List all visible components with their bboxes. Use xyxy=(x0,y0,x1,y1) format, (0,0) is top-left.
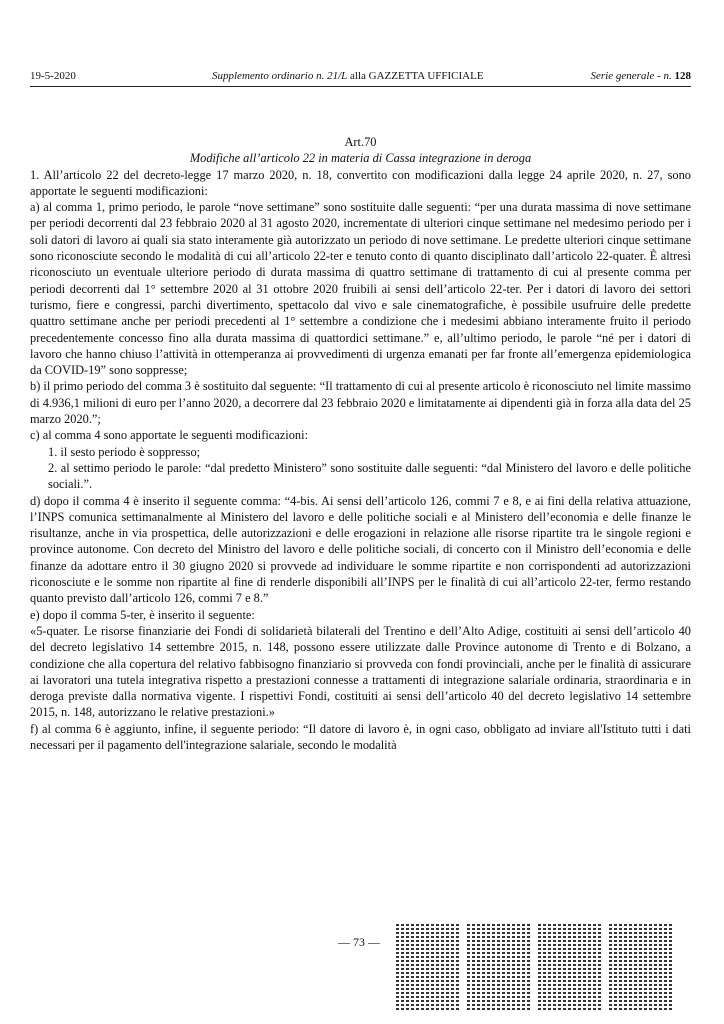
paragraph-c-item-1: 1. il sesto periodo è soppresso; xyxy=(48,444,201,459)
header-gazzetta: alla GAZZETTA UFFICIALE xyxy=(347,70,484,82)
paragraph-1: 1. All’articolo 22 del decreto-legge 17 marzo 2020, n. 18, convertito con modificazioni dalla legge 24 aprile 2020, n. 27, sono apportate le seguenti modificazioni: xyxy=(30,167,691,198)
paragraph-e: e) dopo il comma 5-ter, è inserito il seguente: xyxy=(30,607,255,622)
paragraph-b: b) il primo periodo del comma 3 è sostituito dal seguente: “Il trattamento di cui al presente articolo è riconosciuto nel limite massimo di 4.936,1 milioni di euro per l’anno 2020, a decorrere dal 23 febbraio 2020 e limitatamente ai dipendenti già in forza alla data del 25 marzo 2020.”; xyxy=(30,379,691,427)
page-number: — 73 — xyxy=(338,935,380,949)
paragraph-e-text: «5-quater. Le risorse finanziarie dei Fondi di solidarietà bilaterali del Trentino e dell’Alto Adige, costituiti ai sensi dell’articolo 40 del decreto legislativo 14 settembre 2015, n. 148, possono essere utilizzate dalle Province autonome di Trento e di Bolzano, a condizione che alla copertura del relativo fabbisogno finanziario si provveda con fondi provinciali, anche per le finalità di assicurare ai lavoratori una tutela integrativa rispetto a prestazioni connesse a trattamenti di integrazione salariale ordinaria, straordinaria e in deroga previste dalla normativa vigente. I rispettivi Fondi, costituiti ai sensi dell’articolo 40 del decreto legislativo 14 settembre 2015, n. 148, autorizzano le relative prestazioni.» xyxy=(30,623,691,720)
paragraph-c: c) al comma 4 sono apportate le seguenti modificazioni: xyxy=(30,428,309,443)
header-series-label: Serie generale - n. xyxy=(590,70,675,82)
header-rule xyxy=(30,86,691,87)
header-date: 19-5-2020 xyxy=(30,70,76,82)
header-series xyxy=(591,68,692,84)
barcode-image xyxy=(536,922,601,1012)
header-supplement: Supplemento ordinario n. 21/L xyxy=(212,70,348,82)
paragraph-c-item-2: 2. al settimo periodo le parole: “dal predetto Ministero” sono sostituite dalle seguenti: “dal Ministero del lavoro e delle politiche sociali.”. xyxy=(48,460,691,492)
barcode-image xyxy=(465,922,530,1012)
article-body xyxy=(30,134,691,753)
paragraph-f: f) al comma 6 è aggiunto, infine, il seguente periodo: “Il datore di lavoro è, in ogni caso, obbligato ad inviare all'Istituto tutti i dati necessari per il pagamento dell'integrazione salariale, secondo le modalità xyxy=(30,721,691,752)
barcode-image xyxy=(607,922,672,1012)
paragraph-d: d) dopo il comma 4 è inserito il seguente comma: “4-bis. Ai sensi dell’articolo 126, commi 7 e 8, e ai fini della relativa attuazione, l’INPS comunica settimanalmente al Ministero del lavoro e delle politiche sociali e al Ministero dell’economia e delle finanze le risultanze, anche in via prospettica, delle autorizzazioni e delle erogazioni in relazione alle risorse ripartite tra le singole regioni e province autonome. Con decreto del Ministro del lavoro e delle politiche sociali, di concerto con il Ministro dell’economia e delle finanze da adottare entro il 30 giugno 2020 si provvede ad individuare le somme ripartite e non corrispondenti ad autorizzazioni riconosciute e le somme non ripartite al fine di renderle disponibili all’INPS per le finalità di cui all’articolo 22-ter, fermo restando quanto previsto dall’articolo 126, commi 7 e 8.” xyxy=(30,493,691,606)
article-number: Art.70 xyxy=(344,135,377,149)
header-publication xyxy=(212,68,484,84)
barcode-image xyxy=(394,922,459,1012)
paragraph-a: a) al comma 1, primo periodo, le parole “nove settimane” sono sostituite dalle seguenti: “per una durata massima di nove settimane per periodi decorrenti dal 23 febbraio 2020 al 31 agosto 2020, incrementate di ulteriori cinque settimane nel medesimo periodo per i soli datori di lavoro ai quali sia stato interamente già autorizzato un periodo di nove settimane. Le predette ulteriori cinque settimane sono riconosciute secondo le modalità di cui all’articolo 22-ter e tenuto conto di quanto disciplinato dall’articolo 22-quater. È altresì riconosciuto un eventuale ulteriore periodo di durata massima di quattro settimane di trattamento di cui al presente comma per periodi decorrenti dal 1° settembre 2020 al 31 ottobre 2020 fruibili ai sensi dell’articolo 22-ter. Per i datori di lavoro dei settori turismo, fiere e congressi, parchi divertimento, spettacolo dal vivo e sale cinematografiche, è possibile usufruire delle predette quattro settimane anche per periodi precedenti al 1° settembre a condizione che i medesimi abbiano interamente fruito il periodo precedentemente concesso fino alla durata massima di quattordici settimane.” e, all’ultimo periodo, le parole “né per i datori di lavoro che hanno chiuso l’attività in ottemperanza ai provvedimenti di urgenza emanati per far fronte all’emergenza epidemiologica da COVID-19” sono soppresse; xyxy=(30,200,691,378)
header-series-number: 128 xyxy=(674,70,691,82)
page-header xyxy=(30,68,691,84)
article-title: Modifiche all’articolo 22 in materia di Cassa integrazione in deroga xyxy=(189,151,532,166)
